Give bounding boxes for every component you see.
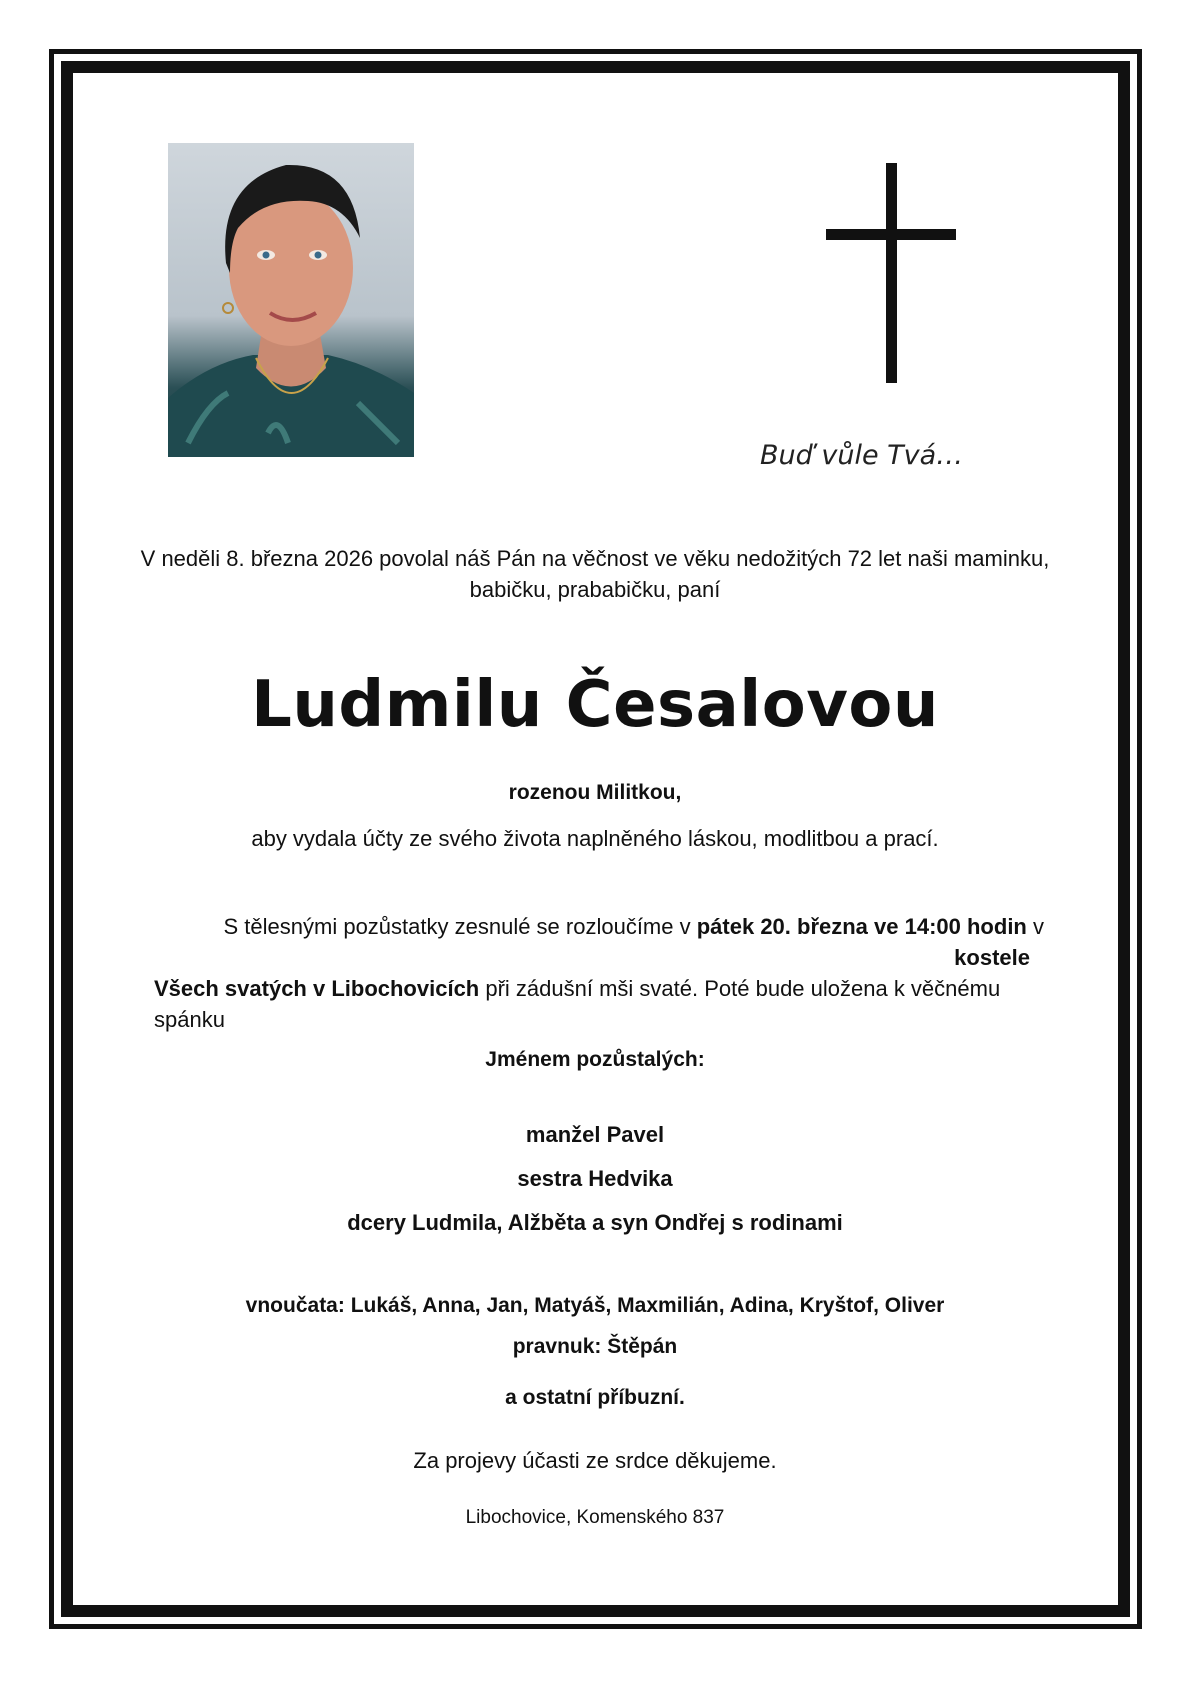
farewell-venue-1: kostele: [954, 945, 1030, 970]
farewell-date: pátek 20. března ve 14:00 hodin: [696, 914, 1027, 939]
motto: Buď vůle Tvá…: [760, 440, 964, 471]
purpose-text: aby vydala účty ze svého života naplněného láskou, modlitbou a prací.: [251, 826, 939, 851]
portrait-photo: [168, 143, 414, 457]
farewell-venue-2: Všech svatých v Libochovicích: [154, 976, 480, 1001]
mourner-grandchildren: vnoučata: Lukáš, Anna, Jan, Matyáš, Maxmilián, Adina, Kryštof, Oliver: [245, 1294, 945, 1317]
mourner-husband: manžel Pavel: [525, 1122, 665, 1147]
farewell-text-2: v: [1026, 914, 1044, 939]
mourner-great-grandchild: pravnuk: Štěpán: [512, 1335, 678, 1358]
deceased-name: Ludmilu Česalovou: [251, 668, 939, 742]
thanks-text: Za projevy účasti ze srdce děkujeme.: [413, 1448, 777, 1473]
mourner-children: dcery Ludmila, Alžběta a syn Ondřej s rodinami: [347, 1210, 843, 1235]
intro-line-1: V neděli 8. března 2026 povolal náš Pán na věčnost ve věku nedožitých 72 let naši maminku,: [140, 546, 1050, 571]
mourner-others: a ostatní příbuzní.: [505, 1386, 685, 1409]
farewell-text-4: spánku: [154, 1007, 225, 1032]
farewell-text-3: při zádušní mši svaté. Poté bude uložena k věčnému: [479, 976, 1001, 1001]
maiden-name: rozenou Militkou,: [508, 781, 682, 804]
farewell-paragraph: [154, 911, 1044, 1035]
mourners-heading: Jménem pozůstalých:: [485, 1048, 705, 1071]
latin-cross-icon: [826, 163, 956, 388]
mourner-sister: sestra Hedvika: [517, 1166, 673, 1191]
farewell-text-1: S tělesnými pozůstatky zesnulé se rozloučíme v: [223, 914, 697, 939]
announcement-intro: [130, 543, 1060, 605]
intro-line-2: babičku, prababičku, paní: [469, 577, 721, 602]
address-text: Libochovice, Komenského 837: [465, 1507, 725, 1528]
